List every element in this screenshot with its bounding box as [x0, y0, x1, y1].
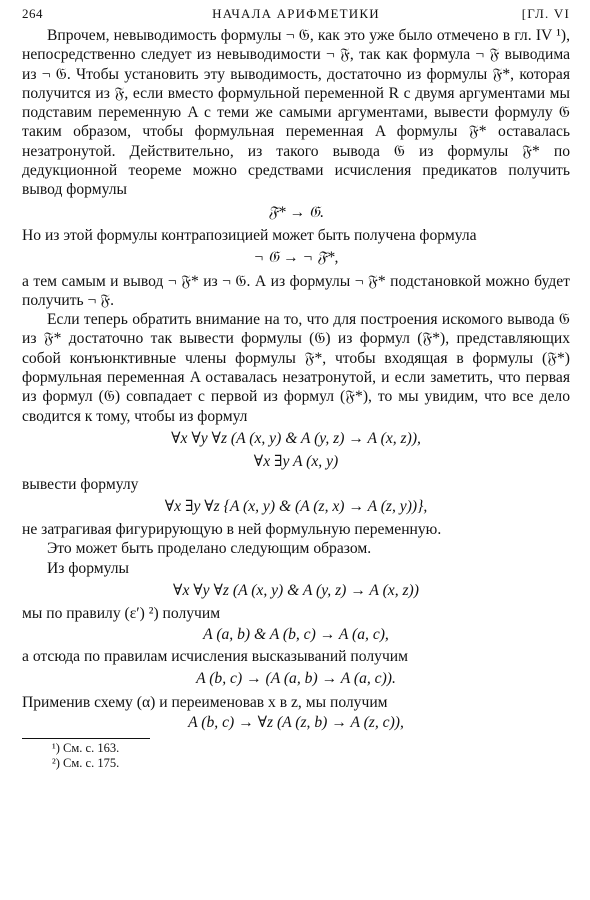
chapter-label: [ГЛ. VI: [521, 6, 570, 21]
paragraph-7: Это может быть проделано следующим образом.: [47, 540, 372, 558]
paragraph-8: Из формулы: [47, 559, 130, 577]
formula-6: ∀x ∀y ∀z (A (x, y) & A (y, z) → A (x, z)): [173, 582, 419, 600]
formula-3: ∀x ∀y ∀z (A (x, y) & A (y, z) → A (x, z)),: [171, 429, 421, 447]
footnote-1: ¹) См. с. 163.: [52, 741, 120, 756]
running-header: [22, 4, 570, 26]
running-title: НАЧАЛА АРИФМЕТИКИ: [212, 6, 380, 21]
formula-8: A (b, c) → (A (a, b) → A (a, c)).: [196, 670, 396, 688]
main-text: [22, 26, 570, 732]
paragraph-4: Если теперь обратить внимание на то, что для построения искомого вывода 𝔊 из 𝔉* достаточно так вывести формулы (𝔊) из формул (𝔉*), представляющих собой конъюнктивные члены формулы 𝔉*, чтобы входящая в формулы (𝔉*) формульная переменная A оставалась незатронутой, и если заметить, что первая из формул (𝔊) совпадает с первой из формул (𝔉*), то мы увидим, что все дело сводится к тому, чтобы из формул: [22, 311, 570, 425]
footnote-rule: [22, 738, 150, 739]
paragraph-9: мы по правилу (ε′) ²) получим: [22, 605, 221, 623]
formula-9: A (b, c) → ∀z (A (z, b) → A (z, c)),: [188, 713, 404, 731]
footnote-2: ²) См. с. 175.: [52, 756, 120, 771]
formula-7: A (a, b) & A (b, c) → A (a, c),: [203, 625, 389, 643]
paragraph-2: Но из этой формулы контрапозицией может быть получена формула: [22, 226, 477, 244]
paragraph-11: Применив схему (α) и переименовав x в z, мы получим: [22, 693, 388, 711]
page-number: 264: [22, 6, 43, 21]
formula-1: 𝔉* → 𝔊.: [267, 203, 325, 221]
formula-5: ∀x ∃y ∀z {A (x, y) & (A (z, x) → A (z, y))},: [164, 497, 428, 515]
paragraph-6: не затрагивая фигурирующую в ней формульную переменную.: [22, 521, 442, 539]
paragraph-10: а отсюда по правилам исчисления высказываний получим: [22, 647, 408, 665]
paragraph-1: Впрочем, невыводимость формулы ¬ 𝔊, как это уже было отмечено в гл. IV ¹), непосредственно следует из невыводимости ¬ 𝔉, так как формула ¬ 𝔉 выводима из ¬ 𝔊. Чтобы установить эту выводимость, достаточно из формулы 𝔉*, которая получится из 𝔉, если вместо формульной переменной R с двумя аргументами мы подставим переменную A с теми же самыми аргументами, вывести формулу 𝔊 таким образом, чтобы формульная переменная A формулы 𝔉* оставалась незатронутой. Действительно, из такого вывода 𝔊 из формулы 𝔉* по дедукционной теореме можно средствами исчисления предикатов получить вывод формулы: [22, 27, 570, 199]
paragraph-5: вывести формулу: [22, 475, 139, 493]
formula-2: ¬ 𝔊 → ¬ 𝔉*,: [253, 249, 339, 267]
formula-4: ∀x ∃y A (x, y): [253, 453, 339, 471]
paragraph-3: а тем самым и вывод ¬ 𝔉* из ¬ 𝔊. А из формулы ¬ 𝔉* подстановкой можно будет получить ¬ 𝔉.: [22, 272, 570, 309]
